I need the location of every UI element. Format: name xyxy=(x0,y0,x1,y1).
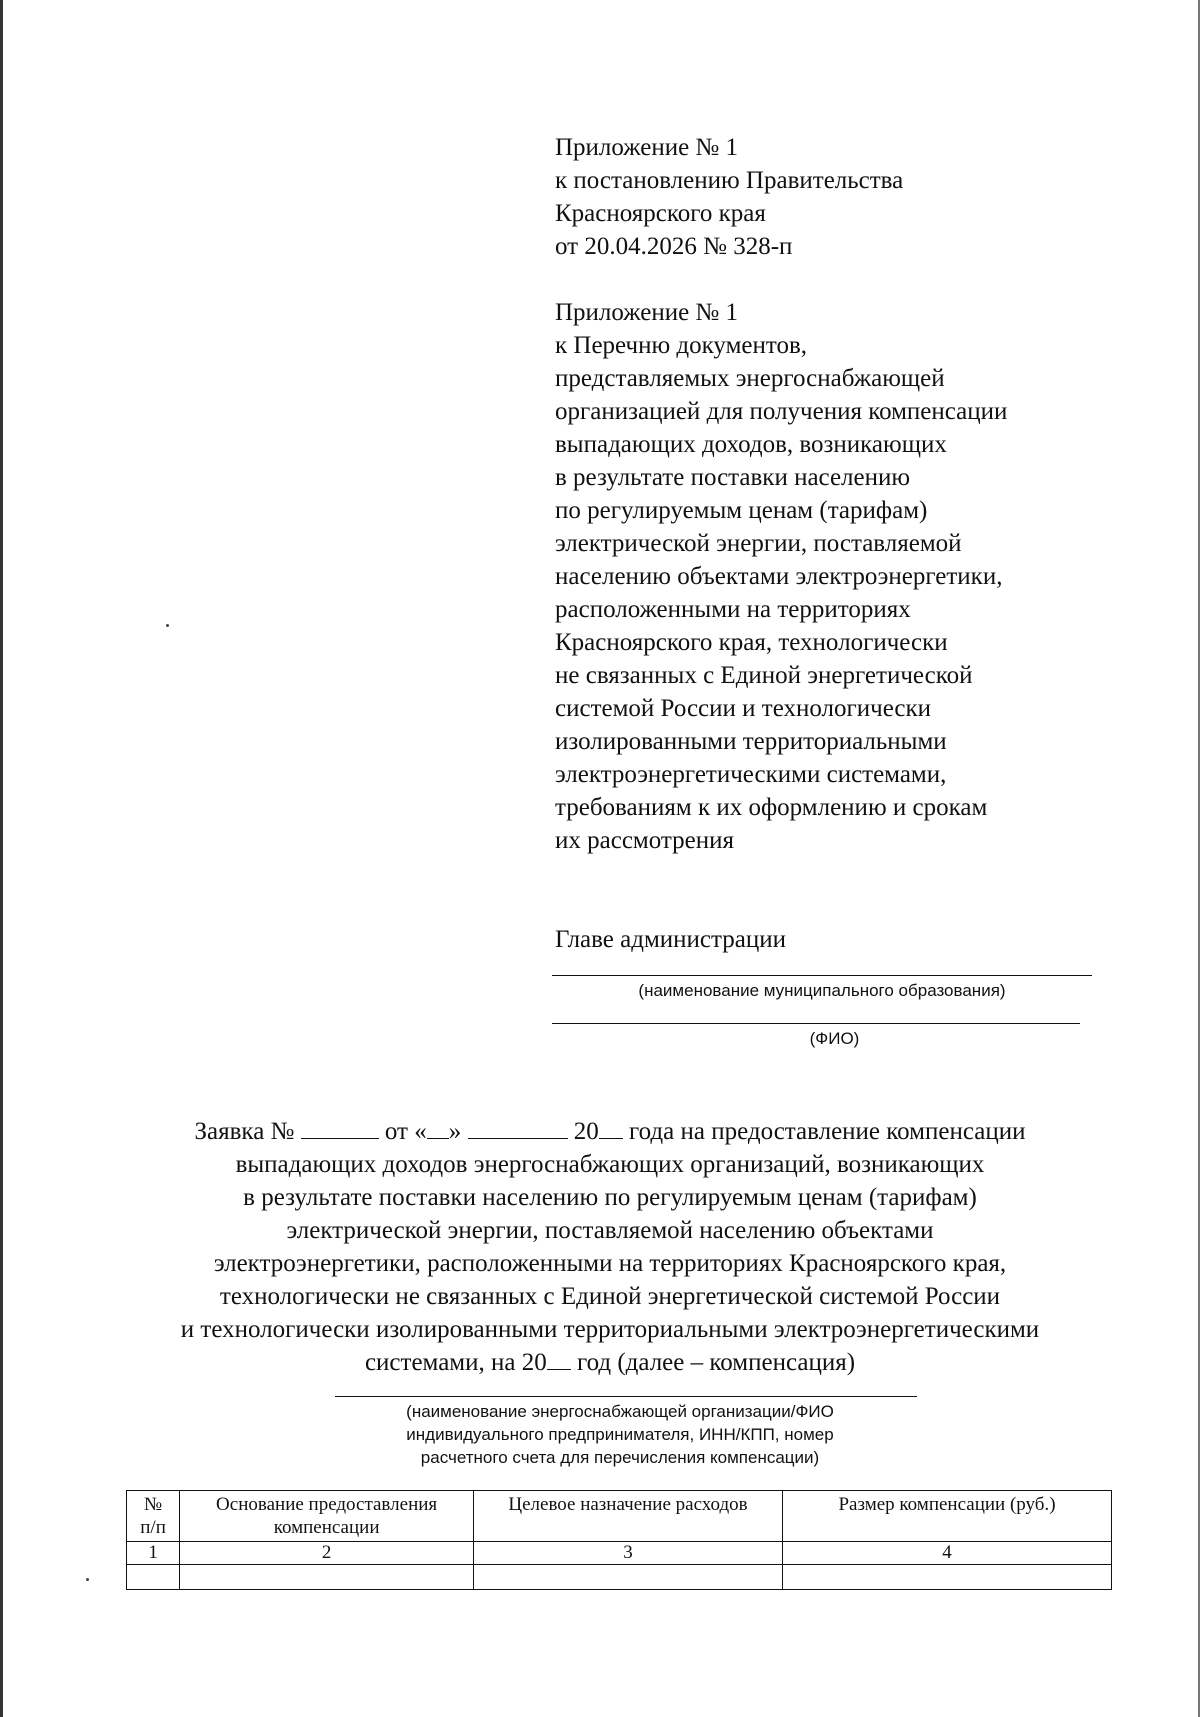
header-text: п/п xyxy=(140,1517,166,1538)
header-amount xyxy=(782,1491,1111,1542)
page-left-edge xyxy=(0,0,3,1717)
appendix-line: их рассмотрения xyxy=(555,827,734,854)
request-first-line xyxy=(110,1115,1110,1148)
table-header-row xyxy=(127,1491,1112,1542)
appendix-line: к Перечню документов, xyxy=(555,332,808,359)
request-line: в результате поставки населению по регулируемым ценам (тарифам) xyxy=(243,1184,977,1211)
header-text: Размер компенсации (руб.) xyxy=(838,1494,1056,1515)
table-cell xyxy=(127,1565,180,1590)
organization-caption-line: расчетного счета для перечисления компенсации) xyxy=(420,1448,820,1467)
request-number-label: Заявка № xyxy=(194,1118,295,1145)
fio-blank-line xyxy=(552,1023,1080,1024)
appendix-line: требованиям к их оформлению и срокам xyxy=(555,794,988,821)
organization-blank-line xyxy=(335,1396,917,1397)
column-number-cell: 2 xyxy=(180,1542,474,1565)
request-last-line xyxy=(110,1346,1110,1379)
appendix-line: Красноярского края, технологически xyxy=(555,629,948,656)
header-text: № xyxy=(144,1494,163,1515)
appendix-line: Красноярского края xyxy=(555,200,766,227)
header-text: компенсации xyxy=(273,1517,380,1538)
scan-speck xyxy=(86,1578,89,1581)
table-row xyxy=(127,1542,1112,1565)
table-cell xyxy=(180,1565,474,1590)
request-line: технологически не связанных с Единой энергетической системой России xyxy=(219,1283,1001,1310)
request-year-blank xyxy=(599,1116,623,1139)
request-line: и технологически изолированными территориальными электроэнергетическими xyxy=(180,1316,1040,1343)
column-number-cell: 3 xyxy=(474,1542,783,1565)
appendix-line: представляемых энергоснабжающей xyxy=(555,365,945,392)
request-line: электроэнергетики, расположенными на территориях Красноярского края, xyxy=(213,1250,1007,1277)
request-period-suffix: год (далее – компенсация) xyxy=(576,1349,856,1376)
table-cell xyxy=(474,1565,783,1590)
appendix-line: системой России и технологически xyxy=(555,695,932,722)
request-period-prefix: системами, на 20 xyxy=(364,1349,547,1376)
request-date-open: от « xyxy=(384,1118,427,1145)
appendix-line: организацией для получения компенсации xyxy=(555,398,1008,425)
appendix-line: Приложение № 1 xyxy=(555,299,739,326)
appendix-line: населению объектами электроэнергетики, xyxy=(555,563,1003,590)
appendix-line: к постановлению Правительства xyxy=(555,167,904,194)
compensation-table xyxy=(126,1490,1112,1590)
request-line: выпадающих доходов энергоснабжающих организаций, возникающих xyxy=(235,1151,985,1178)
column-number-cell: 4 xyxy=(782,1542,1111,1565)
appendix-line: не связанных с Единой энергетической xyxy=(555,662,973,689)
appendix-line: выпадающих доходов, возникающих xyxy=(555,431,947,458)
appendix-line: расположенными на территориях xyxy=(555,596,911,623)
request-title xyxy=(110,1115,1110,1379)
addressee-line: Главе администрации xyxy=(555,926,786,953)
organization-caption-line: индивидуального предпринимателя, ИНН/КПП, номер xyxy=(406,1425,834,1444)
request-month-blank xyxy=(468,1116,568,1139)
appendix-line: по регулируемым ценам (тарифам) xyxy=(555,497,928,524)
addressee-title xyxy=(555,923,1115,956)
column-number-cell: 1 xyxy=(127,1542,180,1565)
organization-caption-line: (наименование энергоснабжающей организации/ФИО xyxy=(406,1402,834,1421)
municipality-caption: (наименование муниципального образования) xyxy=(638,981,1006,1000)
request-year-prefix: 20 xyxy=(573,1118,599,1145)
appendix-line: электроэнергетическими системами, xyxy=(555,761,947,788)
organization-caption xyxy=(330,1400,910,1469)
appendix-line: в результате поставки населению xyxy=(555,464,911,491)
request-period-blank xyxy=(547,1347,571,1370)
request-first-line-end: года на предоставление компенсации xyxy=(629,1118,1026,1145)
appendix-line: электрической энергии, поставляемой xyxy=(555,530,962,557)
table-cell xyxy=(782,1565,1111,1590)
appendix-line: Приложение № 1 xyxy=(555,134,739,161)
municipality-blank-line xyxy=(552,975,1092,976)
request-number-blank xyxy=(301,1116,379,1139)
header-number xyxy=(127,1491,180,1542)
request-line: электрической энергии, поставляемой населению объектами xyxy=(286,1217,934,1244)
header-purpose xyxy=(474,1491,783,1542)
table-row xyxy=(127,1565,1112,1590)
header-text: Основание предоставления xyxy=(216,1494,438,1515)
appendix-header-document-list xyxy=(555,296,1115,857)
appendix-header-government-decree xyxy=(555,131,1115,263)
fio-caption: (ФИО) xyxy=(809,1029,860,1048)
appendix-line: от 20.04.2026 № 328-п xyxy=(555,233,793,260)
scan-speck xyxy=(166,624,169,627)
request-day-blank xyxy=(427,1116,449,1139)
header-basis xyxy=(180,1491,474,1542)
header-text: Целевое назначение расходов xyxy=(508,1494,748,1515)
request-date-close: » xyxy=(448,1118,462,1145)
appendix-line: изолированными территориальными xyxy=(555,728,947,755)
